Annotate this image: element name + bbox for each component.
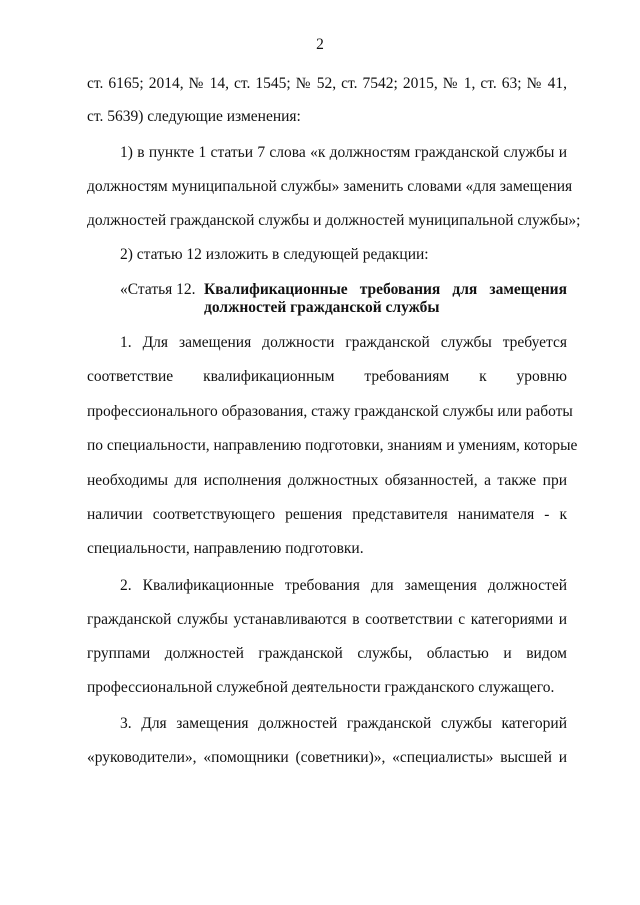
text-line: профессиональной служебной деятельности гражданского служащего. [87,679,555,696]
text-line: «руководители», «помощники (советники)», «специалисты» высшей и [87,749,567,766]
text-line: по специальности, направлению подготовки, знаниям и умениям, которые [87,437,578,454]
article-prefix: «Статья 12. [120,281,196,298]
text-line: наличии соответствующего решения представителя нанимателя - к [87,506,567,523]
page-number: 2 [316,36,324,53]
text-line: специальности, направлению подготовки. [87,540,364,557]
text-line: 3. Для замещения должностей гражданской службы категорий [120,715,567,732]
text-line: ст. 6165; 2014, № 14, ст. 1545; № 52, ст. 7542; 2015, № 1, ст. 63; № 41, [87,75,567,92]
text-line: 2. Квалификационные требования для замещения должностей [120,577,567,594]
article-title-line-2: должностей гражданской службы [204,299,440,316]
text-line: необходимы для исполнения должностных обязанностей, а также при [87,472,567,489]
text-line: гражданской службы устанавливаются в соответствии с категориями и [87,611,567,628]
text-line: 1. Для замещения должности гражданской службы требуется [120,334,567,351]
text-line: ст. 5639) следующие изменения: [87,108,301,125]
text-line: соответствие квалификационным требованиям к уровню [87,368,567,385]
text-line: профессионального образования, стажу гражданской службы или работы [87,403,573,420]
text-line: 2) статью 12 изложить в следующей редакции: [120,246,429,263]
article-title-line-1: Квалификационные требования для замещения [204,281,567,298]
text-line: 1) в пункте 1 статьи 7 слова «к должностям гражданской службы и [120,144,567,161]
text-line: должностей гражданской службы и должностей муниципальной службы»; [87,212,581,229]
text-line: должностям муниципальной службы» заменить словами «для замещения [87,178,573,195]
text-line: группами должностей гражданской службы, областью и видом [87,645,567,662]
